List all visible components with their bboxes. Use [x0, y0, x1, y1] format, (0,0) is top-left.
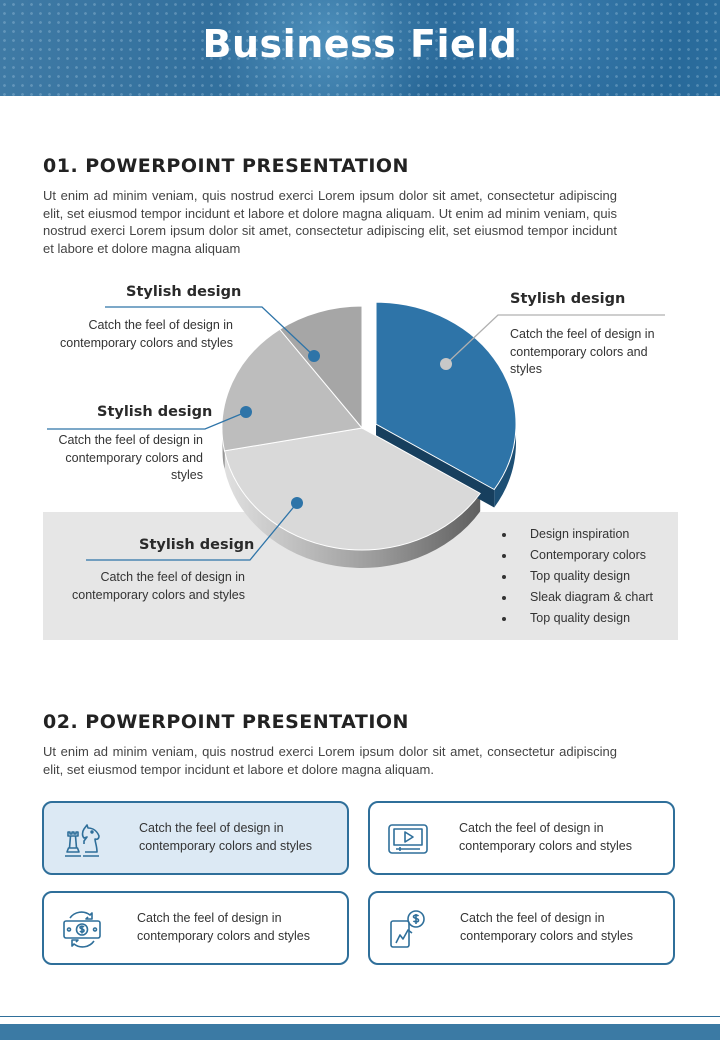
bullet-item: Sleak diagram & chart [497, 587, 653, 608]
callout-top-right-title: Stylish design [510, 291, 626, 307]
footer-line [0, 1016, 720, 1017]
callout-top-left-text: Catch the feel of design in contemporary colors and styles [60, 318, 233, 350]
feature-card-finance[interactable] [42, 891, 349, 965]
chess-pieces-icon [61, 819, 103, 859]
feature-card-strategy[interactable] [42, 801, 349, 875]
page-title: Business Field [202, 22, 518, 66]
callout-marker-dot [291, 497, 303, 509]
section2-title: 02. POWERPOINT PRESENTATION [43, 711, 409, 733]
feature-card-video[interactable] [368, 801, 675, 875]
callout-top-right-text: Catch the feel of design in contemporary colors and styles [510, 327, 655, 376]
bullet-item: Top quality design [497, 566, 653, 587]
bullet-item: Design inspiration [497, 524, 653, 545]
callout-marker-dot [308, 350, 320, 362]
callout-marker-dot [240, 406, 252, 418]
section1-text: Ut enim ad minim veniam, quis nostrud exerci Lorem ipsum dolor sit amet, consectetur adipiscing elit, set eiusmod tempor incidunt et labore et dolore magna aliquam. Ut enim ad minim veniam, quis nostrud exerci Lorem ipsum dolor sit amet, consectetur adipiscing elit, set eiusmod tempor incidunt et labore et dolore magna aliquam [43, 188, 617, 256]
callout-marker-dot [440, 358, 452, 370]
feature-card-text: Catch the feel of design in contemporary colors and styles [459, 821, 632, 853]
section1-title: 01. POWERPOINT PRESENTATION [43, 155, 409, 177]
section2-text: Ut enim ad minim veniam, quis nostrud exerci Lorem ipsum dolor sit amet, consectetur adipiscing elit, set eiusmod tempor incidunt et labore et dolore magna aliquam. [43, 744, 617, 777]
feature-card-text: Catch the feel of design in contemporary colors and styles [137, 911, 310, 943]
callout-middle-left-text: Catch the feel of design in contemporary colors and styles [58, 433, 203, 482]
feature-card-text: Catch the feel of design in contemporary colors and styles [139, 821, 312, 853]
bullet-item: Top quality design [497, 608, 653, 629]
callout-top-left-title: Stylish design [126, 284, 242, 300]
feature-card-text: Catch the feel of design in contemporary colors and styles [460, 911, 633, 943]
callout-middle-left-title: Stylish design [97, 404, 213, 420]
bullet-item: Contemporary colors [497, 545, 653, 566]
callout-bottom-left-title: Stylish design [139, 537, 255, 553]
feature-card-growth[interactable] [368, 891, 675, 965]
video-player-icon [387, 819, 429, 859]
callout-bottom-left-text: Catch the feel of design in contemporary colors and styles [72, 570, 245, 602]
footer-bar [0, 1024, 720, 1040]
feature-bullet-list [497, 524, 653, 629]
dollar-growth-icon [387, 909, 429, 949]
money-exchange-icon [61, 909, 103, 949]
